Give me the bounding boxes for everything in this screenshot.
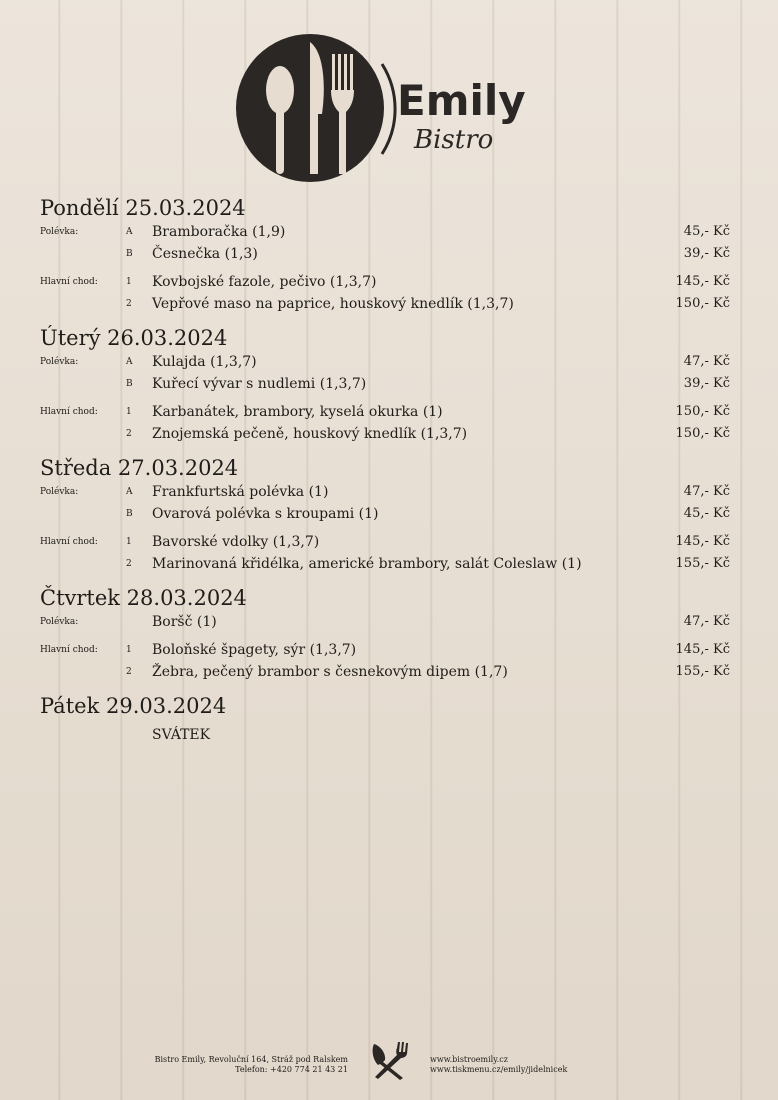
category-label: Polévka: <box>40 487 79 497</box>
soup-group <box>40 223 730 267</box>
menu-row <box>40 613 730 635</box>
footer-phone: Telefon: +420 774 21 43 21 <box>235 1065 348 1074</box>
item-name: Žebra, pečený brambor s česnekovým dipem (1,7) <box>152 664 508 680</box>
category-label: Hlavní chod: <box>40 537 98 547</box>
item-price: 150,- Kč <box>675 426 730 441</box>
item-name: Znojemská pečeně, houskový knedlík (1,3,7) <box>152 426 468 442</box>
day-title: Čtvrtek 28.03.2024 <box>40 586 247 610</box>
category-label: Polévka: <box>40 227 79 237</box>
menu-row <box>40 425 730 447</box>
item-code: 1 <box>126 645 132 655</box>
menu-row <box>40 483 730 505</box>
item-price: 45,- Kč <box>683 506 730 521</box>
category-label: Hlavní chod: <box>40 645 98 655</box>
item-code: A <box>126 357 133 367</box>
bistro-emily-logo <box>232 24 532 194</box>
menu-row <box>40 505 730 527</box>
item-name: Ovarová polévka s kroupami (1) <box>152 506 379 522</box>
menu-row <box>40 295 730 317</box>
item-code: 2 <box>126 429 132 439</box>
footer-links <box>430 1055 567 1075</box>
item-code: B <box>126 379 133 389</box>
item-price: 39,- Kč <box>683 246 730 261</box>
item-name: Kovbojské fazole, pečivo (1,3,7) <box>152 274 377 290</box>
main-course-group <box>40 273 730 317</box>
menu-row <box>40 555 730 577</box>
day-title: Pátek 29.03.2024 <box>40 694 227 718</box>
item-price: 145,- Kč <box>675 534 730 549</box>
item-name: Kulajda (1,3,7) <box>152 354 257 370</box>
item-code: 2 <box>126 667 132 677</box>
item-price: 150,- Kč <box>675 296 730 311</box>
item-name: Bavorské vdolky (1,3,7) <box>152 534 320 550</box>
weekly-menu <box>40 193 730 747</box>
item-code: 1 <box>126 407 132 417</box>
item-price: 155,- Kč <box>675 664 730 679</box>
item-code: 2 <box>126 299 132 309</box>
menu-row <box>40 663 730 685</box>
item-code: B <box>126 249 133 259</box>
day-tuesday <box>40 323 730 447</box>
category-label: Polévka: <box>40 617 79 627</box>
category-label: Hlavní chod: <box>40 277 98 287</box>
item-price: 47,- Kč <box>683 354 730 369</box>
item-name: Karbanátek, brambory, kyselá okurka (1) <box>152 404 443 420</box>
category-label: Hlavní chod: <box>40 407 98 417</box>
item-name: Boloňské špagety, sýr (1,3,7) <box>152 642 357 658</box>
soup-group <box>40 353 730 397</box>
item-code: A <box>126 487 133 497</box>
day-thursday <box>40 583 730 685</box>
item-code: 2 <box>126 559 132 569</box>
crossed-cutlery-icon <box>368 1040 410 1080</box>
menu-row <box>40 223 730 245</box>
main-course-group <box>40 403 730 447</box>
main-course-group <box>40 641 730 685</box>
day-wednesday <box>40 453 730 577</box>
item-price: 155,- Kč <box>675 556 730 571</box>
item-name: Boršč (1) <box>152 614 217 630</box>
brand-name: Emily <box>397 76 526 125</box>
menu-row <box>40 375 730 397</box>
item-price: 45,- Kč <box>683 224 730 239</box>
soup-group <box>40 483 730 527</box>
item-price: 150,- Kč <box>675 404 730 419</box>
footer-contact <box>155 1055 348 1075</box>
menu-row <box>40 641 730 663</box>
footer-address: Bistro Emily, Revoluční 164, Stráž pod Ralskem <box>154 1055 348 1064</box>
main-course-group <box>40 533 730 577</box>
item-name: Vepřové maso na paprice, houskový knedlík (1,3,7) <box>152 296 514 312</box>
category-label: Polévka: <box>40 357 79 367</box>
menu-row <box>40 533 730 555</box>
soup-group <box>40 613 730 635</box>
footer-menu-link[interactable]: www.tiskmenu.cz/emily/jidelnicek <box>430 1065 568 1074</box>
menu-row <box>40 245 730 267</box>
item-price: 39,- Kč <box>683 376 730 391</box>
holiday-label: SVÁTEK <box>152 727 211 743</box>
holiday-row <box>40 721 730 747</box>
item-price: 47,- Kč <box>683 484 730 499</box>
item-code: 1 <box>126 277 132 287</box>
item-name: Frankfurtská polévka (1) <box>152 484 329 500</box>
item-name: Marinovaná křidélka, americké brambory, salát Coleslaw (1) <box>152 556 582 572</box>
item-name: Kuřecí vývar s nudlemi (1,3,7) <box>152 376 367 392</box>
item-code: A <box>126 227 133 237</box>
item-code: B <box>126 509 133 519</box>
menu-row <box>40 353 730 375</box>
day-friday <box>40 691 730 747</box>
item-price: 47,- Kč <box>683 614 730 629</box>
menu-row <box>40 403 730 425</box>
day-title: Úterý 26.03.2024 <box>40 326 228 350</box>
item-code: 1 <box>126 537 132 547</box>
menu-row <box>40 273 730 295</box>
day-title: Středa 27.03.2024 <box>40 456 239 480</box>
footer-website-link[interactable]: www.bistroemily.cz <box>430 1055 508 1064</box>
brand-subname: Bistro <box>414 125 494 155</box>
item-price: 145,- Kč <box>675 274 730 289</box>
day-title: Pondělí 25.03.2024 <box>40 196 246 220</box>
item-name: Bramboračka (1,9) <box>152 224 286 240</box>
item-price: 145,- Kč <box>675 642 730 657</box>
item-name: Česnečka (1,3) <box>152 246 258 262</box>
day-monday <box>40 193 730 317</box>
footer <box>0 1040 778 1080</box>
